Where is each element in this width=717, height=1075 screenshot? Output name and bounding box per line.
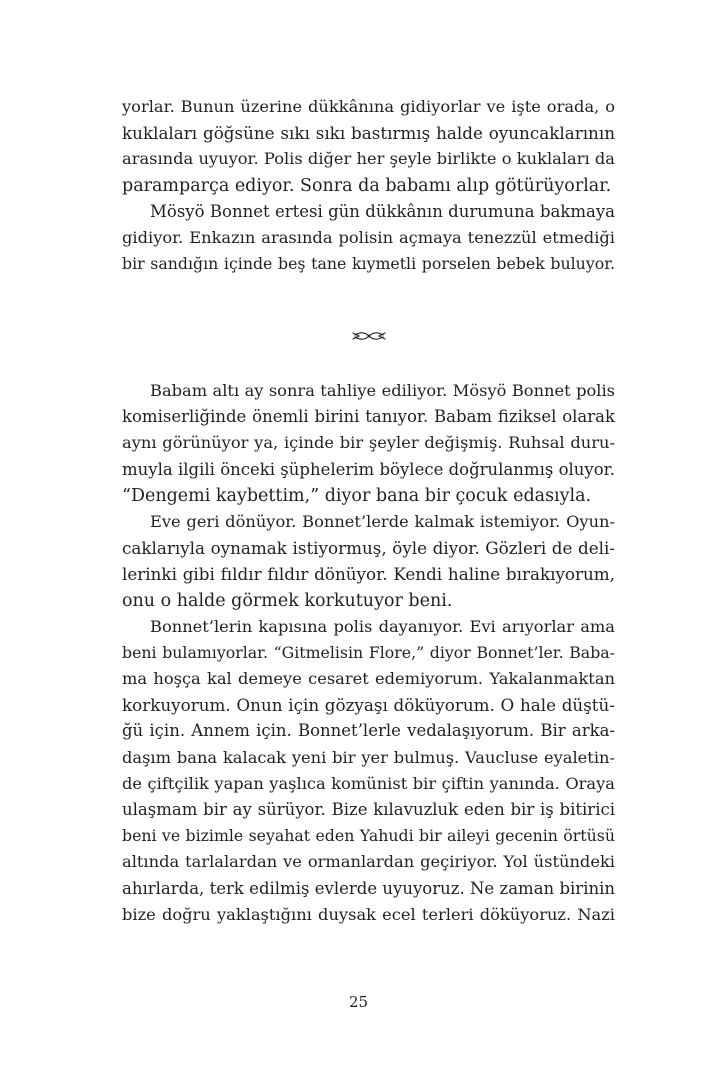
text-line: caklarıyla oynamak istiyormuş, öyle diyor. Gözleri de deli-: [122, 538, 615, 559]
text-line: lerinki gibi fıldır fıldır dönüyor. Kendi haline bırakıyorum,: [122, 564, 615, 585]
page-number: 25: [348, 993, 369, 1011]
text-line: gidiyor. Enkazın arasında polisin açmaya tenezzül etmediği: [122, 227, 615, 247]
text-line: ahırlarda, terk edilmiş evlerde uyuyoruz. Ne zaman birinin: [122, 878, 615, 898]
paragraph-group-2: [122, 378, 615, 928]
page-body: [122, 94, 615, 924]
text-line: kuklaları göğsüne sıkı sıkı bastırmış halde oyuncaklarının: [122, 123, 615, 144]
text-line: de çiftçilik yapan yaşlıca komünist bir çiftin yanında. Oraya: [122, 773, 615, 793]
text-line: komiserliğinde önemli birini tanıyor. Babam fiziksel olarak: [122, 407, 615, 427]
text-line: paramparça ediyor. Sonra da babamı alıp götürüyorlar.: [122, 175, 612, 196]
text-line: beni ve bizimle seyahat eden Yahudi bir aileyi gecenin örtüsü: [122, 826, 615, 846]
text-line: ğü için. Annem için. Bonnet’lerle vedalaşıyorum. Bir arka-: [122, 721, 615, 741]
text-line: altında tarlalardan ve ormanlardan geçiriyor. Yol üstündeki: [122, 852, 615, 872]
text-line: ma hoşça kal demeye cesaret edemiyorum. Yakalanmaktan: [122, 669, 615, 689]
text-line: yorlar. Bunun üzerine dükkânına gidiyorlar ve işte orada, o: [122, 97, 615, 116]
fleuron-ornament-icon: [351, 329, 387, 343]
text-line: korkuyorum. Onun için gözyaşı döküyorum. O hale düştü-: [122, 695, 615, 716]
text-line: Eve geri dönüyor. Bonnet’lerde kalmak istemiyor. Oyun-: [150, 511, 615, 531]
text-line: aynı görünüyor ya, içinde bir şeyler değişmiş. Ruhsal duru-: [122, 433, 615, 453]
text-line: Mösyö Bonnet ertesi gün dükkânın durumuna bakmaya: [150, 201, 615, 221]
section-divider: [122, 328, 615, 348]
text-line: onu o halde görmek korkutuyor beni.: [122, 590, 453, 611]
paragraph-group-1: [122, 94, 615, 277]
text-line: muyla ilgili önceki şüphelerim böylece doğrulanmış oluyor.: [122, 459, 615, 479]
text-line: beni bulamıyorlar. “Gitmelisin Flore,” diyor Bonnet’ler. Baba-: [122, 642, 615, 662]
text-line: bir sandığın içinde beş tane kıymetli porselen bebek buluyor.: [122, 254, 615, 274]
text-line: daşım bana kalacak yeni bir yer bulmuş. Vaucluse eyaletin-: [122, 747, 615, 767]
text-line: Babam altı ay sonra tahliye ediliyor. Mösyö Bonnet polis: [150, 381, 615, 400]
text-line: bize doğru yaklaştığını duysak ecel terleri döküyoruz. Nazi: [122, 904, 615, 924]
text-line: Bonnet’lerin kapısına polis dayanıyor. Evi arıyorlar ama: [150, 616, 615, 636]
text-line: arasında uyuyor. Polis diğer her şeyle birlikte o kuklaları da: [122, 149, 615, 169]
text-line: ulaşmam bir ay sürüyor. Bize kılavuzluk eden bir iş bitirici: [122, 800, 615, 819]
text-line: “Dengemi kaybettim,” diyor bana bir çocuk edasıyla.: [122, 485, 592, 506]
